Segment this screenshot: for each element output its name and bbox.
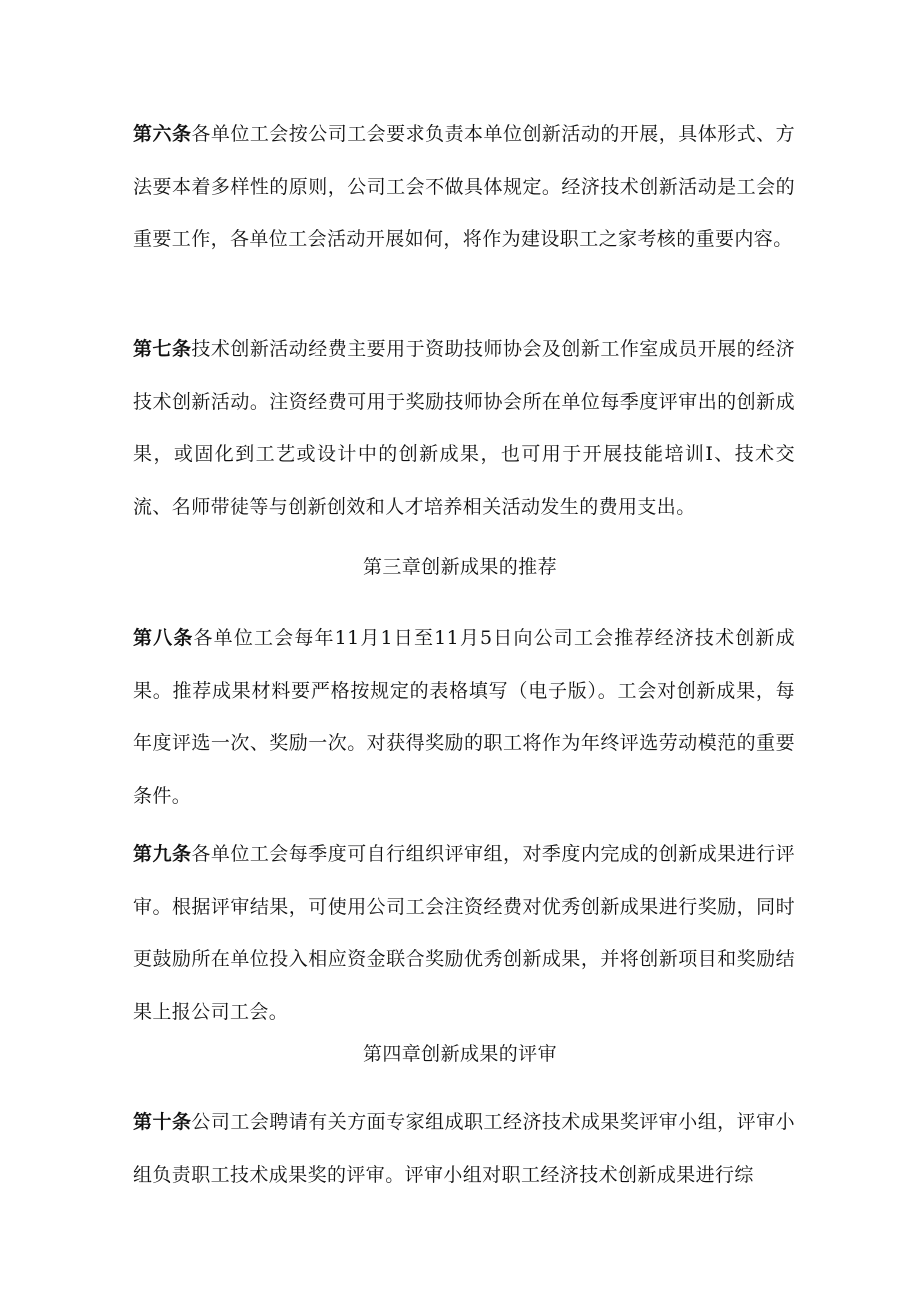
article-6 bbox=[133, 108, 795, 266]
article-label: 第八条 bbox=[133, 627, 194, 649]
article-text: 技术创新活动经费主要用于资助技师协会及创新工作室成员开展的经济技术创新活动。注资经费可用于奖励技师协会所在单位每季度评审出的创新成果，或固化到工艺或设计中的创新成果，也可用于开展技能培训I、技术交流、名师带徒等与创新创效和人才培养相关活动发生的费用支出。 bbox=[133, 338, 795, 518]
article-text: 公司工会聘请有关方面专家组成职工经济技术成果奖评审小组，评审小组负责职工技术成果奖的评审。评审小组对职工经济技术创新成果进行综 bbox=[133, 1111, 795, 1186]
article-label: 第六条 bbox=[133, 123, 192, 145]
article-text: 各单位工会每季度可自行组织评审组，对季度内完成的创新成果进行评审。根据评审结果，可使用公司工会注资经费对优秀创新成果进行奖励，同时更鼓励所在单位投入相应资金联合奖励优秀创新成果，并将创新项目和奖励结果上报公司工会。 bbox=[133, 843, 795, 1023]
article-label: 第九条 bbox=[133, 843, 192, 865]
chapter-heading: 第三章创新成果的推荐 bbox=[362, 556, 557, 578]
article-10 bbox=[133, 1096, 795, 1201]
chapter-heading: 第四章创新成果的评审 bbox=[362, 1043, 557, 1065]
article-9 bbox=[133, 828, 795, 1038]
article-text: 各单位工会每年11月1日至11月5日向公司工会推荐经济技术创新成果。推荐成果材料要严格按规定的表格填写（电子版）。工会对创新成果，每年度评选一次、奖励一次。对获得奖励的职工将作为年终评选劳动模范的重要条件。 bbox=[133, 627, 795, 807]
article-8 bbox=[133, 612, 795, 822]
article-label: 第十条 bbox=[133, 1111, 192, 1133]
article-7 bbox=[133, 323, 795, 533]
article-label: 第七条 bbox=[133, 338, 192, 360]
article-text: 各单位工会按公司工会要求负责本单位创新活动的开展，具体形式、方法要本着多样性的原则，公司工会不做具体规定。经济技术创新活动是工会的重要工作，各单位工会活动开展如何，将作为建设职工之家考核的重要内容。 bbox=[133, 123, 795, 250]
